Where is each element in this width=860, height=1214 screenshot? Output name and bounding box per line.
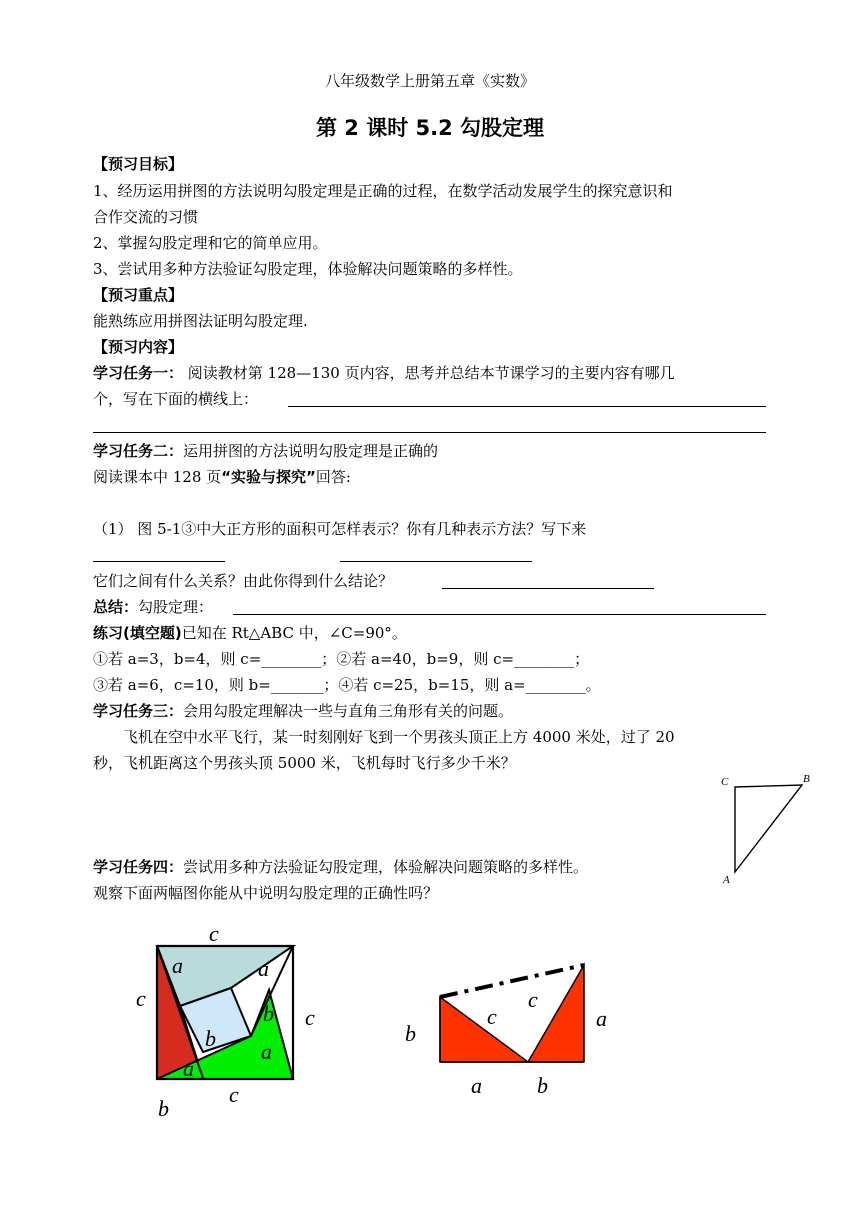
task4-text: 尝试用多种方法验证勾股定理，体验解决问题策略的多样性。 — [183, 858, 589, 876]
objective-item: 3、尝试用多种方法验证勾股定理，体验解决问题策略的多样性。 — [93, 260, 523, 278]
task1-label: 学习任务一： — [93, 364, 184, 382]
vertex-label-c: C — [721, 776, 729, 788]
task4-line — [93, 857, 588, 877]
content-heading: 【预习内容】 — [93, 338, 184, 356]
label-a: a — [183, 1056, 194, 1081]
pythagoras-trapezoid-figure — [395, 950, 635, 1100]
right-orange-triangle — [528, 965, 584, 1062]
summary-line — [93, 597, 213, 617]
practice-label: 练习(填空题) — [93, 624, 182, 642]
task2-label: 学习任务二： — [93, 442, 184, 460]
key-points-heading: 【预习重点】 — [93, 286, 184, 304]
vertex-label-b: B — [803, 773, 810, 785]
practice-line — [93, 623, 407, 643]
label-c: c — [528, 987, 538, 1012]
task1-text: 阅读教材第 128—130 页内容，思考并总结本节课学习的主要内容有哪几 — [183, 364, 675, 382]
summary-label: 总结： — [93, 598, 139, 616]
lesson-title: 第 2 课时 5.2 勾股定理 — [315, 116, 545, 140]
practice-text: 已知在 Rt△ABC 中，∠C=90°。 — [181, 624, 407, 642]
vertex-label-a: A — [723, 874, 730, 886]
answer-line[interactable] — [93, 561, 225, 562]
task2-read-bold: “实验与探究” — [221, 468, 316, 486]
pythagoras-square-figure — [125, 920, 345, 1125]
label-c: c — [305, 1005, 315, 1030]
label-c: c — [487, 1004, 497, 1029]
label-a: a — [261, 1039, 272, 1064]
task2-read-prefix: 阅读课本中 128 页 — [93, 468, 222, 486]
answer-line[interactable] — [442, 588, 654, 589]
task3-line — [93, 701, 513, 721]
objectives-heading: 【预习目标】 — [93, 155, 184, 173]
objective-item: 2、掌握勾股定理和它的简单应用。 — [93, 234, 328, 252]
label-b: b — [537, 1073, 548, 1098]
document-subtitle: 八年级数学上册第五章《实数》 — [324, 72, 535, 90]
label-a: a — [471, 1073, 482, 1098]
practice-row: ③若 a=6，c=10，则 b=_______；④若 c=25，b=15，则 a=________。 — [93, 676, 601, 694]
task4-label: 学习任务四： — [93, 858, 184, 876]
label-b: b — [263, 1001, 274, 1026]
task1-line — [93, 363, 675, 383]
label-b: b — [205, 1026, 216, 1051]
task3-text: 会用勾股定理解决一些与直角三角形有关的问题。 — [183, 702, 514, 720]
label-a: a — [596, 1006, 607, 1031]
practice-row: ①若 a=3，b=4，则 c=________；②若 a=40，b=9，则 c=________； — [93, 650, 590, 668]
task2-relation: 它们之间有什么关系？由此你得到什么结论？ — [93, 572, 394, 590]
task2-line — [93, 441, 438, 461]
label-a: a — [258, 956, 269, 981]
answer-line[interactable] — [93, 432, 766, 433]
dash-dot-line — [440, 965, 584, 997]
label-b: b — [158, 1096, 169, 1121]
task2-read-line — [93, 467, 351, 487]
task3-label: 学习任务三： — [93, 702, 184, 720]
label-b: b — [405, 1021, 416, 1046]
task2-text: 运用拼图的方法说明勾股定理是正确的 — [183, 442, 439, 460]
task3-problem: 飞机在空中水平飞行，某一时刻刚好飞到一个男孩头顶正上方 4000 米处，过了 20 — [123, 728, 675, 746]
label-c: c — [136, 986, 146, 1011]
answer-line[interactable] — [233, 614, 766, 615]
label-c: c — [209, 921, 219, 946]
answer-line[interactable] — [340, 561, 532, 562]
task2-read-suffix: 回答: — [315, 468, 351, 486]
task3-problem: 秒，飞机距离这个男孩头顶 5000 米，飞机每时飞行多少千米？ — [93, 754, 516, 772]
task4-line2: 观察下面两幅图你能从中说明勾股定理的正确性吗？ — [93, 884, 439, 902]
objective-item: 1、经历运用拼图的方法说明勾股定理是正确的过程，在数学活动发展学生的探究意识和 — [93, 182, 673, 200]
key-points-text: 能熟练应用拼图法证明勾股定理. — [93, 312, 308, 330]
left-orange-triangle — [440, 997, 528, 1062]
right-triangle-figure — [710, 768, 820, 888]
label-c: c — [229, 1082, 239, 1107]
task1-line2: 个，写在下面的横线上： — [93, 390, 259, 408]
summary-text: 勾股定理： — [138, 598, 214, 616]
task2-question1: （1） 图 5-1③中大正方形的面积可怎样表示？你有几种表示方法？写下来 — [93, 520, 587, 538]
label-a: a — [172, 953, 183, 978]
objective-item: 合作交流的习惯 — [93, 208, 199, 226]
answer-line[interactable] — [288, 406, 766, 407]
